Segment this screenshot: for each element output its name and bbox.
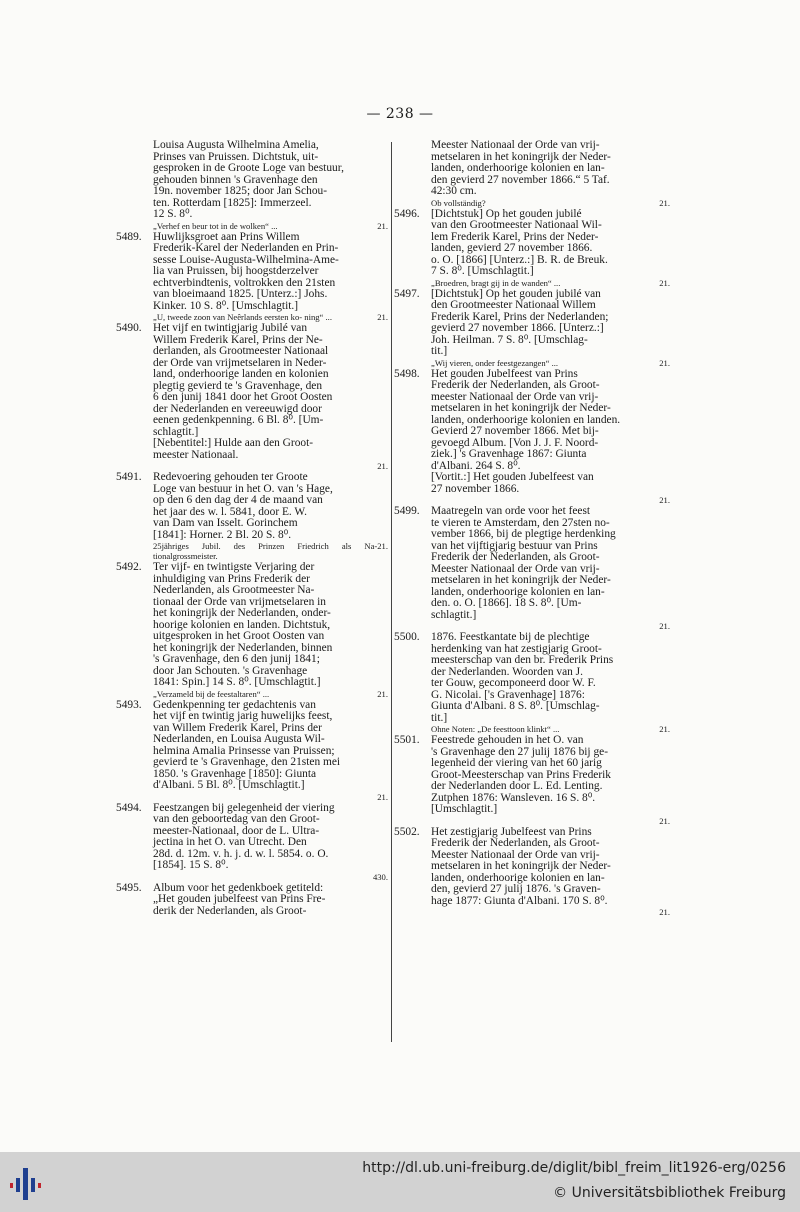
entry-note: 25jähriges Jubil. des Prinzen Friedrich als Na- tionalgrossmeister. bbox=[153, 541, 378, 561]
entry-number: 5494. bbox=[116, 801, 142, 814]
entry-line: sesse Louise-Augusta-Wilhelmina-Ame- bbox=[153, 253, 339, 266]
entry-line: helmina Amalia Prinsesse van Pruissen; bbox=[153, 744, 335, 757]
entry-number bbox=[394, 140, 431, 208]
entry-line: metselaren in het koningrijk der Neder- bbox=[431, 150, 611, 163]
entry-line: [Vortit.:] Het gouden Jubelfeest van bbox=[431, 471, 594, 483]
entry-line: der Nederlanden. Woorden van J. bbox=[431, 665, 583, 678]
entry-note-line bbox=[153, 312, 388, 322]
column-divider bbox=[391, 142, 392, 1042]
entry-line: Frederik Karel, Prins der Nederlanden; bbox=[431, 310, 609, 323]
entry-reference: 21. bbox=[377, 220, 388, 231]
entry-line: 12 S. 8⁰. bbox=[153, 208, 193, 220]
entry-line: 1841: Spin.] 14 S. 8⁰. [Umschlagtit.] bbox=[153, 676, 321, 688]
entry-line: Gevierd 27 november 1866. Met bij- bbox=[431, 425, 599, 437]
entry-text bbox=[431, 632, 670, 734]
entry-line: lia van Pruissen, bij hoogstderzelver bbox=[153, 265, 319, 277]
entry-line: landen, gevierd 27 november 1866. bbox=[431, 242, 593, 254]
bibliography-entry bbox=[394, 369, 670, 506]
entry-line: Maatregeln van orde voor het feest bbox=[431, 505, 591, 517]
entry-line: uitgesproken in het Groot Oosten van bbox=[153, 630, 325, 642]
entry-line: Gedenkpenning ter gedachtenis van bbox=[153, 698, 316, 711]
entry-reference: 21. bbox=[377, 312, 388, 322]
bibliography-entry bbox=[394, 209, 670, 288]
entry-number: 5500. bbox=[394, 631, 420, 643]
entry-text bbox=[431, 209, 670, 288]
entry-line: der Nederlanden en vereeuwigd door bbox=[153, 402, 322, 415]
entry-line: Frederik-Karel der Nederlanden en Prin- bbox=[153, 242, 339, 254]
entry-note-line bbox=[431, 724, 670, 734]
entry-line: lem Frederik Karel, Prins der Neder- bbox=[431, 230, 599, 243]
entry-line: plegtig gevierd te 's Gravenhage, den bbox=[153, 379, 323, 392]
entry-line: Nederlanden, en Louisa Augusta Wil- bbox=[153, 733, 325, 745]
entry-line: d'Albani. 5 Bl. 8⁰. [Umschlagtit.] bbox=[153, 779, 305, 791]
entry-reference: 430. bbox=[372, 871, 388, 882]
entry-line: meester Nationaal. bbox=[153, 448, 239, 461]
entry-line: Willem Frederik Karel, Prins der Ne- bbox=[153, 333, 323, 346]
entry-reference: 21. bbox=[659, 621, 670, 631]
entry-reference: 21. bbox=[377, 461, 388, 471]
entry-reference: 21. bbox=[659, 815, 670, 826]
entry-line: der Orde van vrijmetselaren in Neder- bbox=[153, 356, 327, 369]
permalink-url[interactable]: http://dl.ub.uni-freiburg.de/diglit/bibl_freim_lit1926-erg/0256 bbox=[362, 1160, 786, 1176]
entry-line: Redevoering gehouden ter Groote bbox=[153, 471, 308, 483]
entry-line: gevierd 27 november 1866. [Unterz.:] bbox=[431, 322, 604, 334]
entry-line: van bloeimaand 1825. [Unterz.:] Johs. bbox=[153, 288, 328, 300]
entry-line: schlagtit.] bbox=[431, 608, 477, 621]
entry-line: het jaar des w. l. 5841, door E. W. bbox=[153, 505, 307, 518]
entry-line: op den 6 den dag der 4 de maand van bbox=[153, 494, 323, 506]
bibliography-entry bbox=[394, 735, 670, 826]
entry-line: gevoegd Album. [Von J. J. F. Noord- bbox=[431, 436, 599, 449]
entry-line: o. O. [1866] [Unterz.:] B. R. de Breuk. bbox=[431, 253, 608, 266]
entry-note: „U, tweede zoon van Neêrlands eersten ko- ning“ ... bbox=[153, 312, 332, 322]
entry-reference: 21. bbox=[659, 495, 670, 505]
entry-note: Ob vollständig? bbox=[431, 197, 486, 208]
entry-line: G. Nicolai. ['s Gravenhage] 1876: bbox=[431, 688, 585, 701]
copyright-notice: © Universitätsbibliothek Freiburg bbox=[553, 1185, 786, 1201]
entry-line: Het gouden Jubelfeest van Prins bbox=[431, 367, 578, 380]
entry-line: Het zestigjarig Jubelfeest van Prins bbox=[431, 825, 592, 838]
entry-line: derik der Nederlanden, als Groot- bbox=[153, 904, 307, 917]
entry-line: landen, onderhoorige kolonien en lan- bbox=[431, 162, 605, 174]
entry-line: [1841]: Horner. 2 Bl. 20 S. 8⁰. bbox=[153, 528, 292, 541]
entry-line: Frederik der Nederlanden, als Groot- bbox=[431, 551, 600, 563]
entry-line: Ter vijf- en twintigste Verjaring der bbox=[153, 561, 315, 573]
entry-line: gevierd te 's Gravenhage, den 21sten mei bbox=[153, 756, 341, 768]
entry-text bbox=[153, 700, 388, 802]
entry-text bbox=[153, 562, 388, 699]
entry-reference: 21. bbox=[659, 357, 670, 368]
entry-line: Meester Nationaal der Orde van vrij- bbox=[431, 848, 600, 861]
entry-line: meester-Nationaal, door de L. Ultra- bbox=[153, 824, 320, 837]
entry-line: herdenking van hat zestigjarig Groot- bbox=[431, 642, 602, 655]
entry-text bbox=[153, 803, 388, 882]
entry-reference: 21. bbox=[377, 541, 388, 551]
entry-line: jectina in het O. van Utrecht. Den bbox=[153, 836, 307, 848]
bibliography-entry bbox=[116, 803, 388, 882]
entry-line: gehouden binnen 's Gravenhage den bbox=[153, 173, 318, 186]
entry-line: meester Nationaal der Orde van vrij- bbox=[431, 390, 599, 403]
entry-line: hage 1877: Giunta d'Albani. 170 S. 8⁰. bbox=[431, 894, 608, 907]
bibliography-entry bbox=[116, 323, 388, 471]
entry-line: gesproken in de Groote Loge van bestuur, bbox=[153, 162, 344, 174]
entry-line: schlagtit.] bbox=[153, 425, 199, 438]
bibliography-entry bbox=[116, 562, 388, 699]
entry-number: 5489. bbox=[116, 230, 142, 243]
entry-line: den. o. O. [1866]. 18 S. 8⁰. [Um- bbox=[431, 597, 582, 609]
entry-reference: 21. bbox=[659, 277, 670, 288]
entry-line: 28d. d. 12m. v. h. j. d. w. l. 5854. o. O. bbox=[153, 847, 329, 860]
entry-line: 1850. 's Gravenhage [1850]: Giunta bbox=[153, 767, 317, 780]
entry-note: „Verhef en beur tot in de wolken“ ... bbox=[153, 220, 278, 231]
entry-text bbox=[431, 506, 670, 631]
entry-line: metselaren in het koningrijk der Neder- bbox=[431, 574, 611, 586]
entry-line: derlanden, als Grootmeester Nationaal bbox=[153, 345, 329, 357]
entry-line: 6 den junij 1841 door het Groot Oosten bbox=[153, 391, 333, 403]
entry-number: 5501. bbox=[394, 734, 420, 746]
entry-number: 5498. bbox=[394, 367, 420, 380]
bibliography-entry bbox=[116, 883, 388, 918]
entry-number: 5493. bbox=[116, 698, 142, 711]
entry-line: landen, onderhoorige kolonien en landen. bbox=[431, 413, 621, 426]
entry-text bbox=[431, 735, 670, 826]
page-number: — 238 — bbox=[366, 106, 434, 122]
entry-line: eenen gedenkpenning. 6 Bl. 8⁰. [Um- bbox=[153, 414, 324, 426]
entry-line: Het vijf en twintigjarig Jubilé van bbox=[153, 322, 308, 334]
entry-note: Ohne Noten: „De feesttoon klinkt“ ... bbox=[431, 724, 560, 734]
entry-number bbox=[116, 140, 153, 231]
entry-text bbox=[431, 140, 670, 208]
entry-line: het vijf en twintig jarig huwelijks feest, bbox=[153, 710, 333, 722]
entry-reference: 21. bbox=[659, 197, 670, 208]
entry-note: „Verzameld bij de feestaltaren“ ... bbox=[153, 688, 270, 699]
entry-number: 5496. bbox=[394, 207, 420, 220]
entry-line: 1876. Feestkantate bij de plechtige bbox=[431, 631, 590, 643]
bibliography-entry bbox=[394, 827, 670, 918]
entry-line: den gevierd 27 november 1866.“ 5 Taf. bbox=[431, 173, 610, 186]
entry-line: Giunta d'Albani. 8 S. 8⁰. [Umschlag- bbox=[431, 700, 600, 712]
entry-line: het koningrijk der Nederlanden, onder- bbox=[153, 607, 331, 619]
bibliography-entry bbox=[394, 140, 670, 208]
entry-line: hoorige kolonien en landen. Dichtstuk, bbox=[153, 618, 331, 631]
entry-line: Nederlanden, als Grootmeester Na- bbox=[153, 584, 315, 596]
entry-note-line bbox=[153, 221, 388, 231]
entry-line: Zutphen 1876: Wansleven. 16 S. 8⁰. bbox=[431, 791, 596, 804]
entry-text bbox=[431, 369, 670, 506]
entry-line: den, gevierd 27 julij 1876. 's Graven- bbox=[431, 883, 601, 895]
entry-line: ziek.] 's Gravenhage 1867: Giunta bbox=[431, 448, 587, 460]
entry-line: tit.] bbox=[431, 345, 448, 357]
entry-note-line bbox=[431, 358, 670, 368]
entry-line: land, onderhoorige landen en kolonien bbox=[153, 368, 329, 380]
entry-reference: 21. bbox=[377, 791, 388, 802]
entry-line: Frederik der Nederlanden, als Groot- bbox=[431, 837, 600, 849]
entry-reference: 21. bbox=[377, 688, 388, 699]
entry-line: te vieren te Amsterdam, den 27sten no- bbox=[431, 516, 610, 529]
entry-reference: 21. bbox=[659, 907, 670, 917]
entry-line: 19n. november 1825; door Jan Schou- bbox=[153, 185, 327, 197]
entry-line: [1854]. 15 S. 8⁰. bbox=[153, 859, 229, 871]
bibliography-entry bbox=[116, 472, 388, 561]
entry-number: 5490. bbox=[116, 322, 142, 334]
entry-note-line bbox=[153, 689, 388, 699]
entry-line: 7 S. 8⁰. [Umschlagtit.] bbox=[431, 265, 534, 277]
entry-note: „Wij vieren, onder feestgezangen“ ... bbox=[431, 357, 559, 368]
bibliography-entry bbox=[116, 140, 388, 231]
entry-number: 5492. bbox=[116, 561, 142, 573]
entry-text bbox=[153, 323, 388, 471]
entry-number: 5499. bbox=[394, 505, 420, 517]
entry-line: van Willem Frederik Karel, Prins der bbox=[153, 721, 322, 734]
entry-line: Groot-Meesterschap van Prins Frederik bbox=[431, 768, 611, 781]
entry-line: van het vijftigjarig bestuur van Prins bbox=[431, 539, 598, 552]
entry-line: landen, onderhoorige kolonien en lan- bbox=[431, 585, 605, 598]
bibliography-entry bbox=[394, 506, 670, 631]
entry-line: „Het gouden jubelfeest van Prins Fre- bbox=[153, 893, 326, 905]
entry-line: d'Albani. 264 S. 8⁰. bbox=[431, 459, 521, 472]
left-column bbox=[116, 140, 388, 918]
entry-note-line bbox=[431, 278, 670, 288]
entry-line: Frederik der Nederlanden, als Groot- bbox=[431, 379, 600, 391]
entry-note: „Broedren, bragt gij in de wanden“ ... bbox=[431, 277, 561, 288]
entry-line: Loge van bestuur in het O. van 's Hage, bbox=[153, 482, 333, 495]
entry-number: 5497. bbox=[394, 287, 420, 300]
entry-line: van den Grootmeester Nationaal Wil- bbox=[431, 219, 602, 231]
entry-line: legenheid der viering van het 60 jarig bbox=[431, 757, 602, 769]
entry-line: der Nederlanden door L. Ed. Lenting. bbox=[431, 780, 603, 792]
entry-line: tionaal der Orde van vrijmetselaren in bbox=[153, 595, 327, 608]
entry-line: [Umschlagtit.] bbox=[431, 803, 498, 815]
bibliography-entry bbox=[116, 700, 388, 802]
entry-line: Prinses van Pruissen. Dichtstuk, uit- bbox=[153, 150, 319, 163]
entry-line: meesterschap van den br. Frederik Prins bbox=[431, 654, 614, 666]
entry-text bbox=[153, 883, 388, 918]
entry-number: 5491. bbox=[116, 471, 142, 483]
entry-line: Joh. Heilman. 7 S. 8⁰. [Umschlag- bbox=[431, 333, 588, 346]
viewer-footer bbox=[0, 1152, 800, 1212]
entry-text bbox=[431, 827, 670, 918]
entry-line: [Nebentitel:] Hulde aan den Groot- bbox=[153, 437, 314, 449]
entry-line: [Dichtstuk] Op het gouden jubilé van bbox=[431, 287, 601, 300]
entry-text bbox=[153, 232, 388, 323]
entry-line: van den geboortedag van den Groot- bbox=[153, 813, 320, 825]
entry-line: inhuldiging van Prins Frederik der bbox=[153, 572, 310, 585]
entry-line: Feestrede gehouden in het O. van bbox=[431, 734, 584, 746]
right-column bbox=[394, 140, 670, 918]
entry-line: metselaren in het koningrijk der Neder- bbox=[431, 402, 611, 414]
entry-number: 5495. bbox=[116, 881, 142, 894]
entry-line: vember 1866, bij de plegtige herdenking bbox=[431, 528, 616, 540]
entry-line: Kinker. 10 S. 8⁰. [Umschlagtit.] bbox=[153, 299, 299, 312]
entry-line: 42:30 cm. bbox=[431, 185, 477, 197]
entry-text bbox=[431, 289, 670, 368]
entry-note-line bbox=[431, 198, 670, 208]
entry-line: 27 november 1866. bbox=[431, 482, 520, 495]
entry-line: het koningrijk der Nederlanden, binnen bbox=[153, 641, 333, 654]
entry-line: Huwlijksgroet aan Prins Willem bbox=[153, 230, 300, 243]
bibliography-entry bbox=[394, 632, 670, 734]
entry-line: echtverbindtenis, voltrokken den 21sten bbox=[153, 276, 336, 289]
entry-line: Album voor het gedenkboek getiteld: bbox=[153, 881, 324, 894]
entry-line: ten. Rotterdam [1825]: Immerzeel. bbox=[153, 196, 312, 209]
entry-note-line bbox=[153, 541, 388, 561]
entry-reference: 21. bbox=[659, 724, 670, 734]
entry-line: Feestzangen bij gelegenheid der viering bbox=[153, 801, 335, 814]
entry-text bbox=[153, 472, 388, 561]
ub-freiburg-logo-icon bbox=[8, 1166, 44, 1202]
entry-number: 5502. bbox=[394, 825, 420, 838]
entry-line: door Jan Schouten. 's Gravenhage bbox=[153, 664, 308, 677]
entry-line: 's Gravenhage, den 6 den junij 1841; bbox=[153, 653, 320, 665]
entry-line: tit.] bbox=[431, 711, 448, 724]
entry-line: Louisa Augusta Wilhelmina Amelia, bbox=[153, 139, 319, 151]
entry-line: den Grootmeester Nationaal Willem bbox=[431, 299, 596, 311]
entry-line: [Dichtstuk] Op het gouden jubilé bbox=[431, 207, 582, 220]
bibliography-entry bbox=[394, 289, 670, 368]
entry-line: Meester Nationaal der Orde van vrij- bbox=[431, 139, 600, 151]
entry-line: landen, onderhoorige kolonien en lan- bbox=[431, 871, 605, 884]
entry-line: 's Gravenhage den 27 julij 1876 bij ge- bbox=[431, 745, 608, 758]
bibliography-entry bbox=[116, 232, 388, 323]
entry-line: metselaren in het koningrijk der Neder- bbox=[431, 860, 611, 872]
entry-line: van Dam van Isselt. Gorinchem bbox=[153, 517, 298, 529]
entry-line: Meester Nationaal der Orde van vrij- bbox=[431, 562, 600, 575]
entry-line: ter Gouw, gecomponeerd door W. F. bbox=[431, 677, 596, 689]
entry-text bbox=[153, 140, 388, 231]
